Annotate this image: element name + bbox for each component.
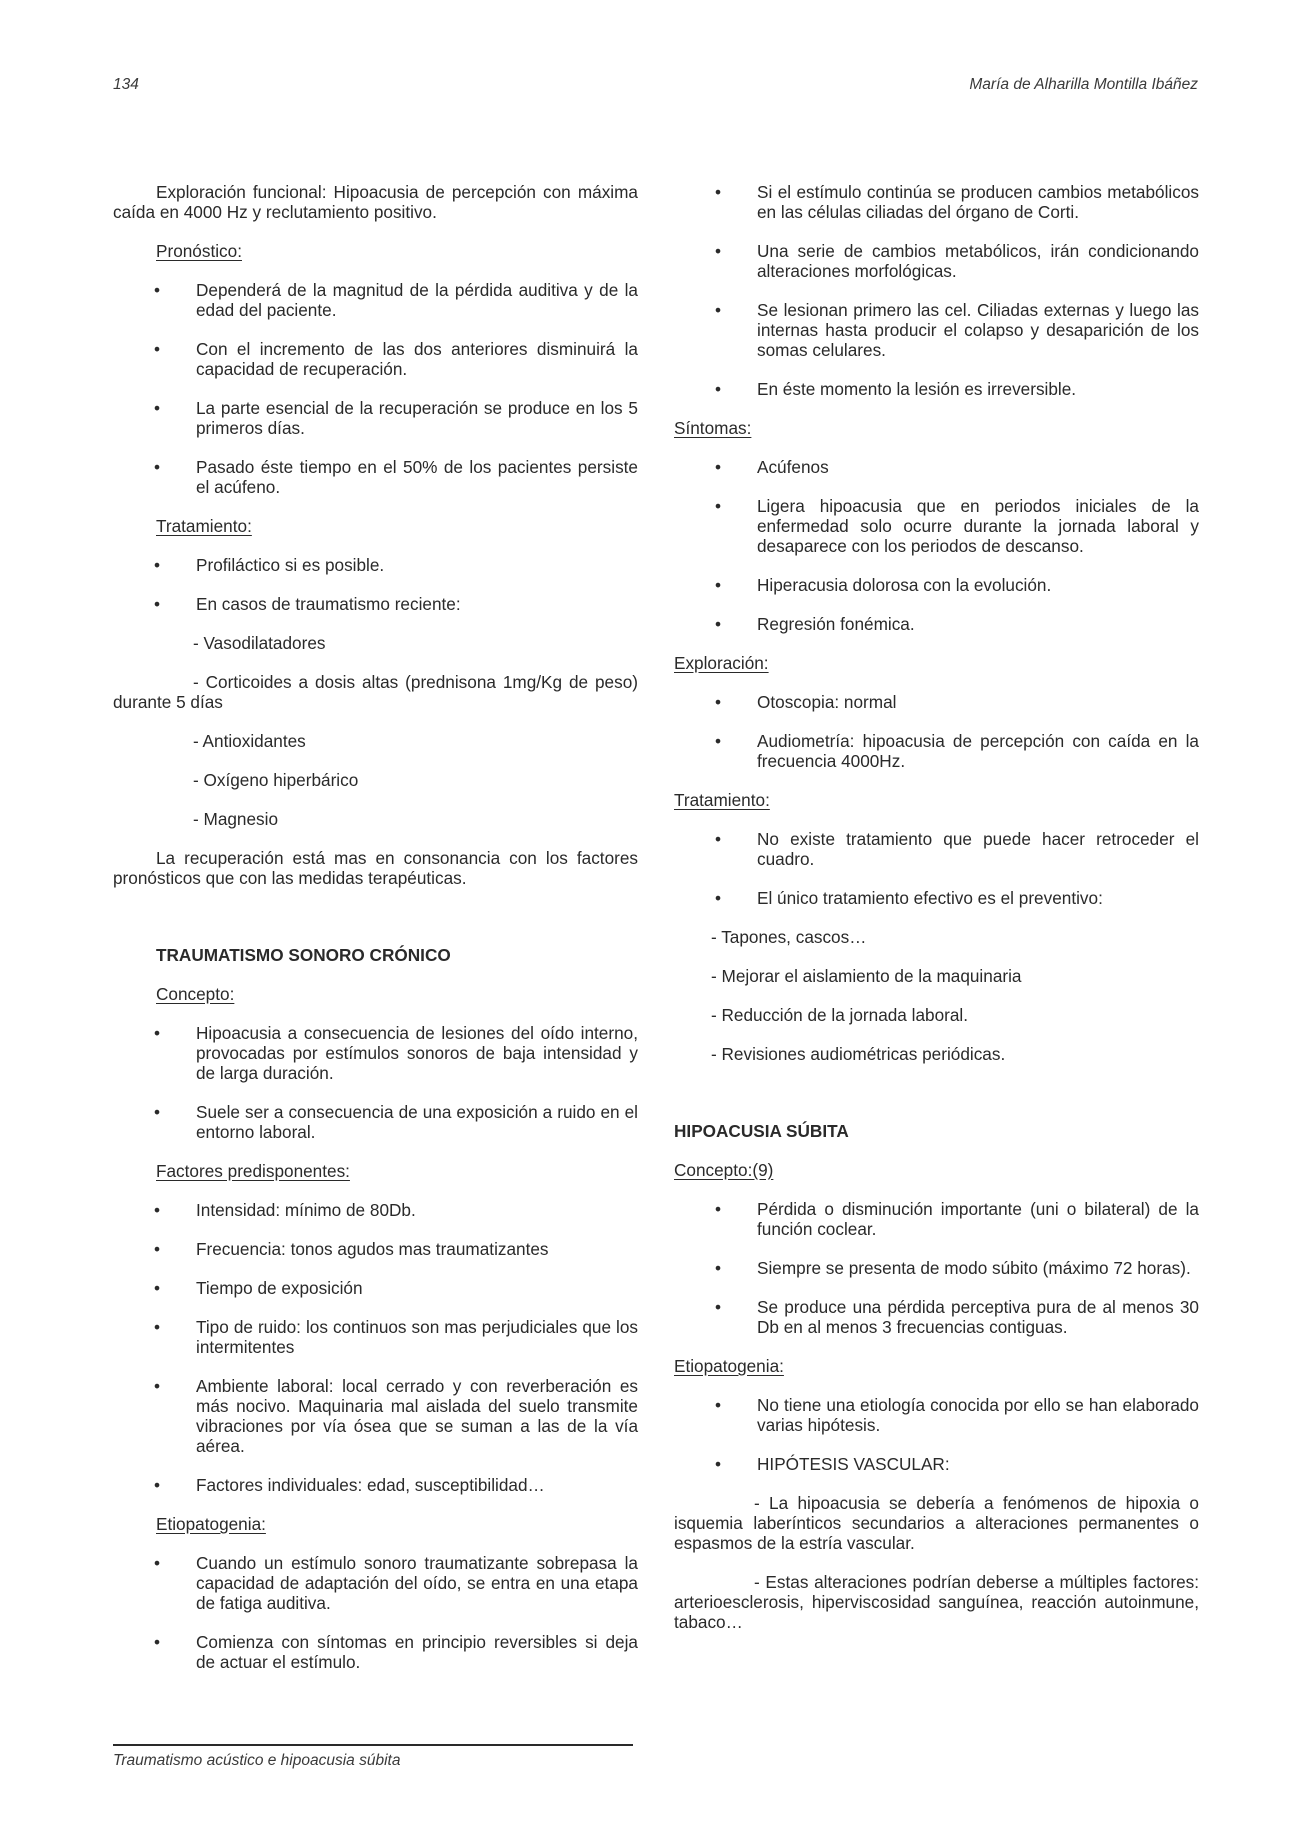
bullet-icon: •	[715, 182, 722, 202]
list-item: • Otoscopia: normal	[715, 692, 897, 712]
bullet-icon: •	[715, 457, 722, 477]
continuation-list	[674, 182, 1199, 399]
dash-item: - Mejorar el aislamiento de la maquinaria	[711, 966, 1022, 986]
bullet-icon: •	[154, 594, 161, 614]
bullet-icon: •	[154, 1376, 161, 1396]
bullet-icon: •	[154, 1239, 161, 1259]
bullet-icon: •	[715, 496, 722, 516]
bullet-icon: •	[154, 339, 161, 359]
bullet-icon: •	[154, 1102, 161, 1122]
list-item: • Pérdida o disminución importante (uni o bilateral) de la función coclear.	[715, 1199, 1199, 1239]
bullet-icon: •	[154, 1553, 161, 1573]
left-column	[113, 182, 638, 1691]
list-item: • Acúfenos	[715, 457, 829, 477]
dash-item: - Antioxidantes	[193, 731, 306, 751]
concepto-list	[113, 1023, 638, 1142]
etiopatogenia-list	[113, 1553, 638, 1672]
bullet-icon: •	[715, 1199, 722, 1219]
bullet-icon: •	[154, 1632, 161, 1652]
list-item: • Ambiente laboral: local cerrado y con reverberación es más nocivo. Maquinaria mal aislada del suelo transmite vibraciones por vía ósea que se suman a las de la vía aérea.	[154, 1376, 638, 1456]
list-item: • En casos de traumatismo reciente:	[154, 594, 461, 614]
vascular-paragraph: - La hipoacusia se debería a fenómenos de hipoxia o isquemia laberínticos secundarios a alteraciones permanentes o espasmos de la estría vascular.	[674, 1493, 1199, 1553]
bullet-icon: •	[154, 1200, 161, 1220]
tratamiento-list	[113, 555, 638, 614]
recuperacion-paragraph: La recuperación está mas en consonancia con los factores pronósticos que con las medidas terapéuticas.	[113, 848, 638, 888]
bullet-icon: •	[154, 1023, 161, 1043]
bullet-icon: •	[715, 575, 722, 595]
list-item: • Ligera hipoacusia que en periodos iniciales de la enfermedad solo ocurre durante la jornada laboral y desaparece con los periodos de descanso.	[715, 496, 1199, 556]
bullet-icon: •	[715, 300, 722, 320]
list-item: • Hipoacusia a consecuencia de lesiones del oído interno, provocadas por estímulos sonoros de baja intensidad y de larga duración.	[154, 1023, 638, 1083]
heading-sintomas: Síntomas:	[674, 418, 752, 438]
list-item: • Comienza con síntomas en principio reversibles si deja de actuar el estímulo.	[154, 1632, 638, 1672]
heading-pronostico: Pronóstico:	[156, 241, 242, 261]
footer-divider	[113, 1744, 633, 1746]
list-item: • Tiempo de exposición	[154, 1278, 363, 1298]
exploracion-list	[674, 692, 1199, 771]
list-item: • Tipo de ruido: los continuos son mas perjudiciales que los intermitentes	[154, 1317, 638, 1357]
list-item: • Regresión fonémica.	[715, 614, 915, 634]
dash-item: - Revisiones audiométricas periódicas.	[711, 1044, 1006, 1064]
factores-list	[113, 1200, 638, 1495]
bullet-icon: •	[154, 280, 161, 300]
bullet-icon: •	[154, 1317, 161, 1337]
heading-concepto: Concepto:(9)	[674, 1160, 774, 1180]
heading-tratamiento: Tratamiento:	[156, 516, 252, 536]
running-header-author: María de Alharilla Montilla Ibáñez	[969, 76, 1198, 93]
concepto-list	[674, 1199, 1199, 1337]
heading-tratamiento: Tratamiento:	[674, 790, 770, 810]
bullet-icon: •	[715, 692, 722, 712]
bullet-icon: •	[715, 1454, 722, 1474]
list-item: • No existe tratamiento que puede hacer retroceder el cuadro.	[715, 829, 1199, 869]
etiopatogenia-list	[674, 1395, 1199, 1474]
list-item: • Intensidad: mínimo de 80Db.	[154, 1200, 416, 1220]
list-item: • Si el estímulo continúa se producen cambios metabólicos en las células ciliadas del órgano de Corti.	[715, 182, 1199, 222]
dash-item: - Corticoides a dosis altas (prednisona 1mg/Kg de peso) durante 5 días	[113, 672, 638, 712]
vascular-paragraph: - Estas alteraciones podrían deberse a múltiples factores: arterioesclerosis, hiperviscosidad sanguínea, reacción autoinmune, tabaco…	[674, 1572, 1199, 1632]
list-item: • Dependerá de la magnitud de la pérdida auditiva y de la edad del paciente.	[154, 280, 638, 320]
running-footer: Traumatismo acústico e hipoacusia súbita	[113, 1752, 401, 1769]
bullet-icon: •	[715, 829, 722, 849]
bullet-icon: •	[154, 398, 161, 418]
bullet-icon: •	[715, 1395, 722, 1415]
bullet-icon: •	[154, 1475, 161, 1495]
bullet-icon: •	[715, 1258, 722, 1278]
list-item: • Cuando un estímulo sonoro traumatizante sobrepasa la capacidad de adaptación del oído, se entra en una etapa de fatiga auditiva.	[154, 1553, 638, 1613]
list-item: • Frecuencia: tonos agudos mas traumatizantes	[154, 1239, 549, 1259]
list-item: • Profiláctico si es posible.	[154, 555, 385, 575]
list-item: • Suele ser a consecuencia de una exposición a ruido en el entorno laboral.	[154, 1102, 638, 1142]
list-item: • HIPÓTESIS VASCULAR:	[715, 1454, 950, 1474]
list-item: • En éste momento la lesión es irreversible.	[715, 379, 1077, 399]
list-item: • No tiene una etiología conocida por ello se han elaborado varias hipótesis.	[715, 1395, 1199, 1435]
list-item: • El único tratamiento efectivo es el preventivo:	[715, 888, 1103, 908]
list-item: • Se produce una pérdida perceptiva pura de al menos 30 Db en al menos 3 frecuencias contiguas.	[715, 1297, 1199, 1337]
list-item: • Se lesionan primero las cel. Ciliadas externas y luego las internas hasta producir el colapso y desaparición de los somas celulares.	[715, 300, 1199, 360]
bullet-icon: •	[715, 731, 722, 751]
right-column	[674, 182, 1199, 1651]
list-item: • Hiperacusia dolorosa con la evolución.	[715, 575, 1052, 595]
dash-item: - Reducción de la jornada laboral.	[711, 1005, 969, 1025]
list-item: • Factores individuales: edad, susceptibilidad…	[154, 1475, 545, 1495]
bullet-icon: •	[154, 457, 161, 477]
dash-item: - Oxígeno hiperbárico	[193, 770, 359, 790]
section-title: TRAUMATISMO SONORO CRÓNICO	[156, 945, 451, 965]
list-item: • Siempre se presenta de modo súbito (máximo 72 horas).	[715, 1258, 1191, 1278]
heading-etiopatogenia: Etiopatogenia:	[156, 1514, 266, 1534]
bullet-icon: •	[715, 241, 722, 261]
heading-exploracion: Exploración:	[674, 653, 769, 673]
bullet-icon: •	[715, 888, 722, 908]
pronostico-list	[113, 280, 638, 497]
dash-item: - Tapones, cascos…	[711, 927, 867, 947]
heading-etiopatogenia: Etiopatogenia:	[674, 1356, 784, 1376]
dash-item: - Vasodilatadores	[193, 633, 326, 653]
bullet-icon: •	[715, 614, 722, 634]
bullet-icon: •	[154, 555, 161, 575]
bullet-icon: •	[715, 1297, 722, 1317]
list-item: • Con el incremento de las dos anteriores disminuirá la capacidad de recuperación.	[154, 339, 638, 379]
heading-concepto: Concepto:	[156, 984, 235, 1004]
bullet-icon: •	[154, 1278, 161, 1298]
page-number: 134	[113, 76, 139, 93]
intro-paragraph: Exploración funcional: Hipoacusia de percepción con máxima caída en 4000 Hz y reclutamiento positivo.	[113, 182, 638, 222]
list-item: • La parte esencial de la recuperación se produce en los 5 primeros días.	[154, 398, 638, 438]
list-item: • Una serie de cambios metabólicos, irán condicionando alteraciones morfológicas.	[715, 241, 1199, 281]
section-title: HIPOACUSIA SÚBITA	[674, 1121, 849, 1141]
list-item: • Audiometría: hipoacusia de percepción con caída en la frecuencia 4000Hz.	[715, 731, 1199, 771]
tratamiento-list	[674, 829, 1199, 908]
dash-item: - Magnesio	[193, 809, 279, 829]
sintomas-list	[674, 457, 1199, 634]
bullet-icon: •	[715, 379, 722, 399]
heading-factores: Factores predisponentes:	[156, 1161, 350, 1181]
list-item: • Pasado éste tiempo en el 50% de los pacientes persiste el acúfeno.	[154, 457, 638, 497]
